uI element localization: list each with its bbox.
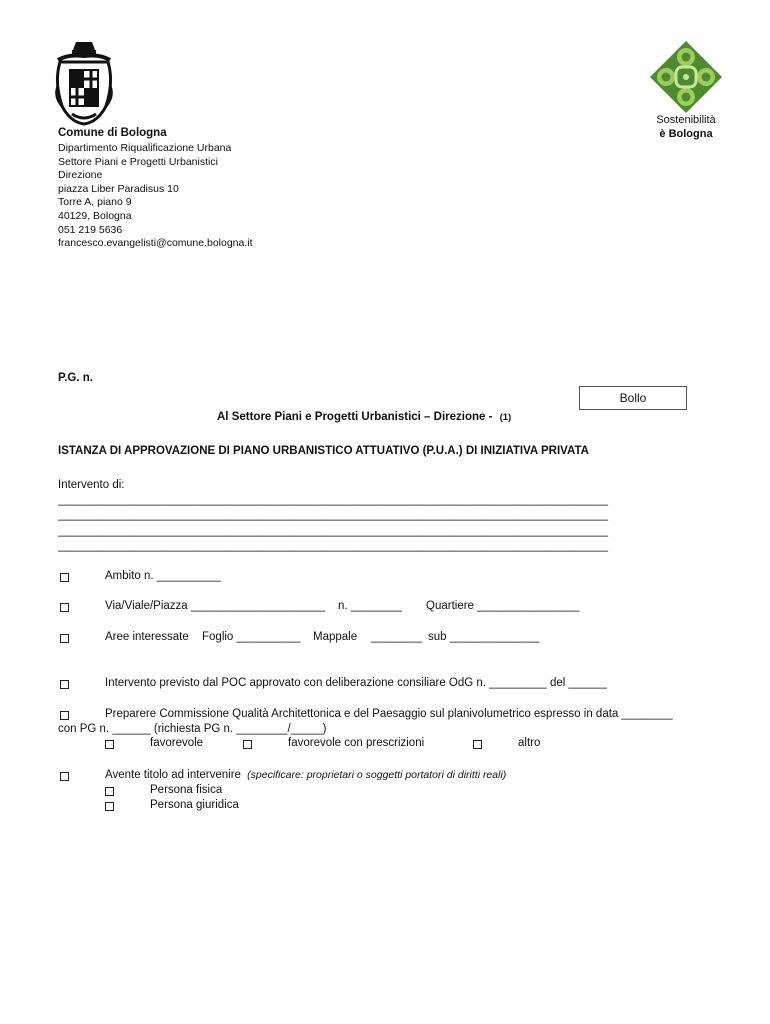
persona-fisica-label: Persona fisica — [150, 784, 223, 796]
sostenibilita-subtext: è Bologna — [659, 128, 713, 140]
favorevole-prescrizioni-label: favorevole con prescrizioni — [288, 737, 425, 749]
quartiere-field[interactable]: Quartiere ________________ — [426, 600, 580, 612]
mappale-field[interactable]: ________ — [371, 631, 423, 643]
avente-titolo-note: (specificare: proprietari o soggetti portatori di diritti reali) — [247, 769, 507, 781]
persona-fisica-checkbox[interactable] — [105, 787, 114, 796]
parere-field[interactable]: Preparere Commissione Qualità Architettonica e del Paesaggio sul planivolumetrico espresso in data ________ — [105, 708, 673, 720]
poc-field[interactable]: Intervento previsto dal POC approvato con deliberazione consiliare OdG n. _________ del ______ — [105, 677, 607, 689]
email-line: francesco.evangelisti@comune.bologna.it — [58, 237, 253, 250]
foglio-field[interactable]: Foglio __________ — [202, 631, 301, 643]
altro-checkbox[interactable] — [473, 740, 482, 749]
intervento-line[interactable]: ______________________________________________________________________________________ — [58, 509, 609, 521]
aree-checkbox[interactable] — [60, 634, 69, 643]
mappale-label: Mappale — [313, 631, 358, 643]
via-checkbox[interactable] — [60, 603, 69, 612]
persona-giuridica-checkbox[interactable] — [105, 802, 114, 811]
comune-coat-of-arms-logo — [54, 40, 114, 126]
via-field[interactable]: Via/Viale/Piazza _____________________ — [105, 600, 326, 612]
ambito-field[interactable]: Ambito n. __________ — [105, 570, 221, 582]
sostenibilita-logo — [648, 40, 724, 114]
address-line: Settore Piani e Progetti Urbanistici — [58, 155, 218, 168]
civic-number-field[interactable]: n. ________ — [338, 600, 402, 612]
avente-titolo-line — [105, 769, 506, 781]
parere-checkbox[interactable] — [60, 711, 69, 720]
favorevole-prescrizioni-checkbox[interactable] — [243, 740, 252, 749]
persona-giuridica-label: Persona giuridica — [150, 799, 239, 811]
aree-label: Aree interessate — [105, 631, 189, 643]
ambito-checkbox[interactable] — [60, 573, 69, 582]
sostenibilita-text: Sostenibilità — [656, 114, 716, 126]
favorevole-label: favorevole — [150, 737, 204, 749]
address-line: piazza Liber Paradisus 10 — [58, 182, 179, 195]
intervento-line[interactable]: ______________________________________________________________________________________ — [58, 494, 609, 506]
sub-field[interactable]: sub ______________ — [428, 631, 540, 643]
favorevole-checkbox[interactable] — [105, 740, 114, 749]
org-name: Comune di Bologna — [58, 127, 167, 139]
address-line: Torre A, piano 9 — [58, 196, 132, 209]
bollo-box: Bollo — [579, 386, 687, 410]
address-line: Dipartimento Riqualificazione Urbana — [58, 142, 232, 154]
address-line: 40129, Bologna — [58, 209, 132, 222]
address-block — [58, 142, 253, 251]
document-title: ISTANZA DI APPROVAZIONE DI PIANO URBANISTICO ATTUATIVO (P.U.A.) DI INIZIATIVA PRIVATA — [58, 445, 589, 457]
recipient-text: Al Settore Piani e Progetti Urbanistici – Direzione - — [217, 411, 493, 423]
pg-number-label: P.G. n. — [58, 372, 93, 384]
avente-titolo-checkbox[interactable] — [60, 772, 69, 781]
parere-pg-field[interactable]: con PG n. ______ (richiesta PG n. ________/_____) — [58, 723, 327, 735]
poc-checkbox[interactable] — [60, 680, 69, 689]
intervento-label: Intervento di: — [58, 479, 125, 491]
intervento-line[interactable]: ______________________________________________________________________________________ — [58, 525, 609, 537]
altro-label: altro — [518, 737, 541, 749]
recipient-footnote: (1) — [499, 412, 512, 423]
address-line: Direzione — [58, 169, 103, 182]
recipient-line — [217, 411, 511, 423]
intervento-line[interactable]: ______________________________________________________________________________________ — [58, 540, 609, 552]
avente-titolo-label: Avente titolo ad intervenire — [105, 769, 241, 781]
address-line: 051 219 5636 — [58, 223, 123, 236]
